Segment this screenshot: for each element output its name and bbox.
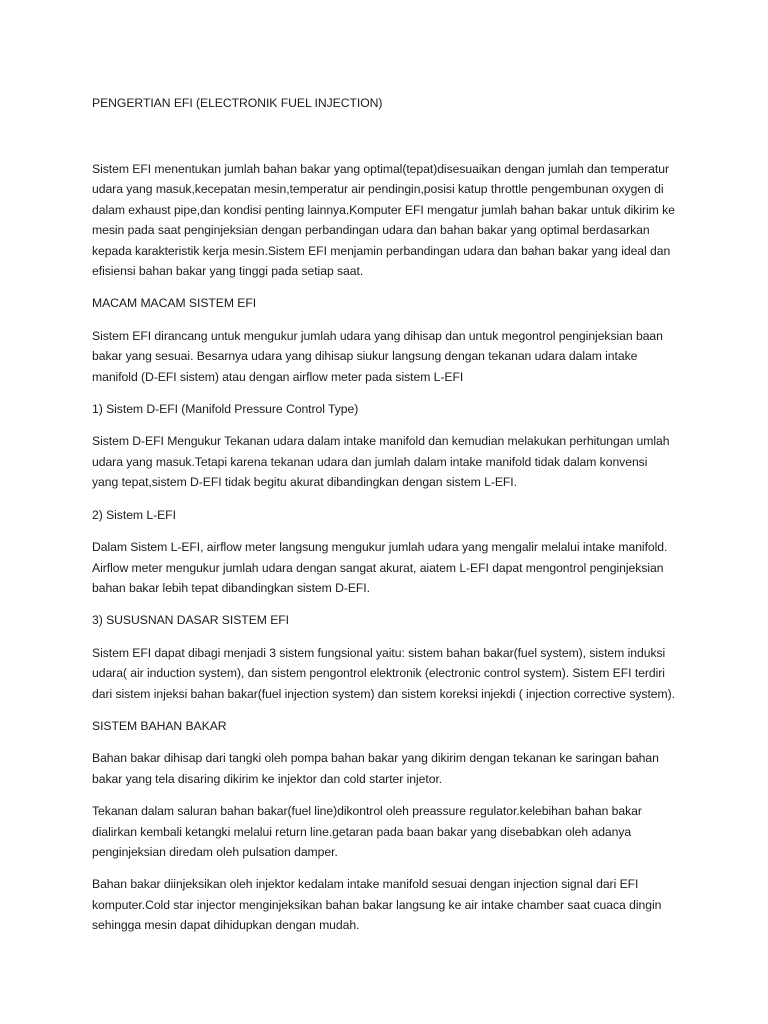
heading-d-efi: 1) Sistem D-EFI (Manifold Pressure Control Type) [92, 402, 359, 417]
heading-macam-sistem-efi: MACAM MACAM SISTEM EFI [92, 296, 257, 311]
paragraph-susunan-dasar: Sistem EFI dapat dibagi menjadi 3 sistem fungsional yaitu: sistem bahan bakar(fuel system), sistem induksi udara( air induction system), dan sistem pengontrol elektronik (electronic control system). Sistem EFI terdiri dari sistem injeksi bahan bakar(fuel injection system) dan sistem koreksi injekdi ( injection corrective system). [92, 645, 675, 701]
paragraph-efi-design: Sistem EFI dirancang untuk mengukur jumlah udara yang dihisap dan untuk megontrol penginjeksian baan bakar yang sesuai. Besarnya udara yang dihisap siukur langsung dengan tekanan udara dalam intake manifold (D-EFI sistem) atau dengan airflow meter pada sistem L-EFI [92, 328, 663, 384]
heading-susunan-dasar: 3) SUSUSNAN DASAR SISTEM EFI [92, 613, 290, 628]
paragraph-l-efi: Dalam Sistem L-EFI, airflow meter langsung mengukur jumlah udara yang mengalir melalui intake manifold. Airflow meter mengukur jumlah udara dengan sangat akurat, aiatem L-EFI dapat mengontrol penginjeksian bahan bakar lebih tepat dibandingkan sistem D-EFI. [92, 540, 668, 595]
paragraph-bahan-bakar-dihisap: Bahan bakar dihisap dari tangki oleh pompa bahan bakar yang dikirim dengan tekanan ke saringan bahan bakar yang tela disaring dikirim ke injektor dan cold starter injetor. [92, 751, 659, 786]
document-title: PENGERTIAN EFI (ELECTRONIK FUEL INJECTION) [92, 96, 383, 110]
paragraph-d-efi: Sistem D-EFI Mengukur Tekanan udara dalam intake manifold dan kemudian melakukan perhitungan umlah udara yang masuk.Tetapi karena tekanan udara dan jumlah dalam intake manifold tidak dalam konvensi yang tepat,sistem D-EFI tidak begitu akurat dibandingkan dengan sistem L-EFI. [92, 434, 670, 490]
paragraph-injeksi: Bahan bakar diinjeksikan oleh injektor kedalam intake manifold sesuai dengan injection signal dari EFI komputer.Cold star injector menginjeksikan bahan bakar langsung ke air intake chamber saat cuaca dingin sehingga mesin dapat dihidupkan dengan mudah. [92, 877, 662, 933]
heading-l-efi: 2) Sistem L-EFI [92, 507, 176, 522]
paragraph-efi-definition: Sistem EFI menentukan jumlah bahan bakar yang optimal(tepat)disesuaikan dengan jumlah dan temperatur udara yang masuk,kecepatan mesin,temperatur air pendingin,posisi katup throttle pengembunan oxygen di dalam exhaust pipe,dan kondisi penting lainnya.Komputer EFI mengatur jumlah bahan bakar untuk dikirim ke mesin pada saat penginjeksian dengan perbandingan udara dan bahan bakar yang optimal berdasarkan kepada karakteristik kerja mesin.Sistem EFI menjamin perbandingan udara dan bahan bakar yang ideal dan efisiensi bahan bakar yang tinggi pada setiap saat. [92, 162, 675, 279]
paragraph-tekanan-saluran: Tekanan dalam saluran bahan bakar(fuel line)dikontrol oleh preassure regulator.kelebihan bahan bakar dialirkan kembali ketangki melalui return line.getaran pada baan bakar yang disebabkan oleh adanya penginjeksian diredam oleh pulsation damper. [92, 804, 642, 859]
title-spacer [92, 113, 676, 159]
heading-sistem-bahan-bakar: SISTEM BAHAN BAKAR [92, 718, 227, 733]
